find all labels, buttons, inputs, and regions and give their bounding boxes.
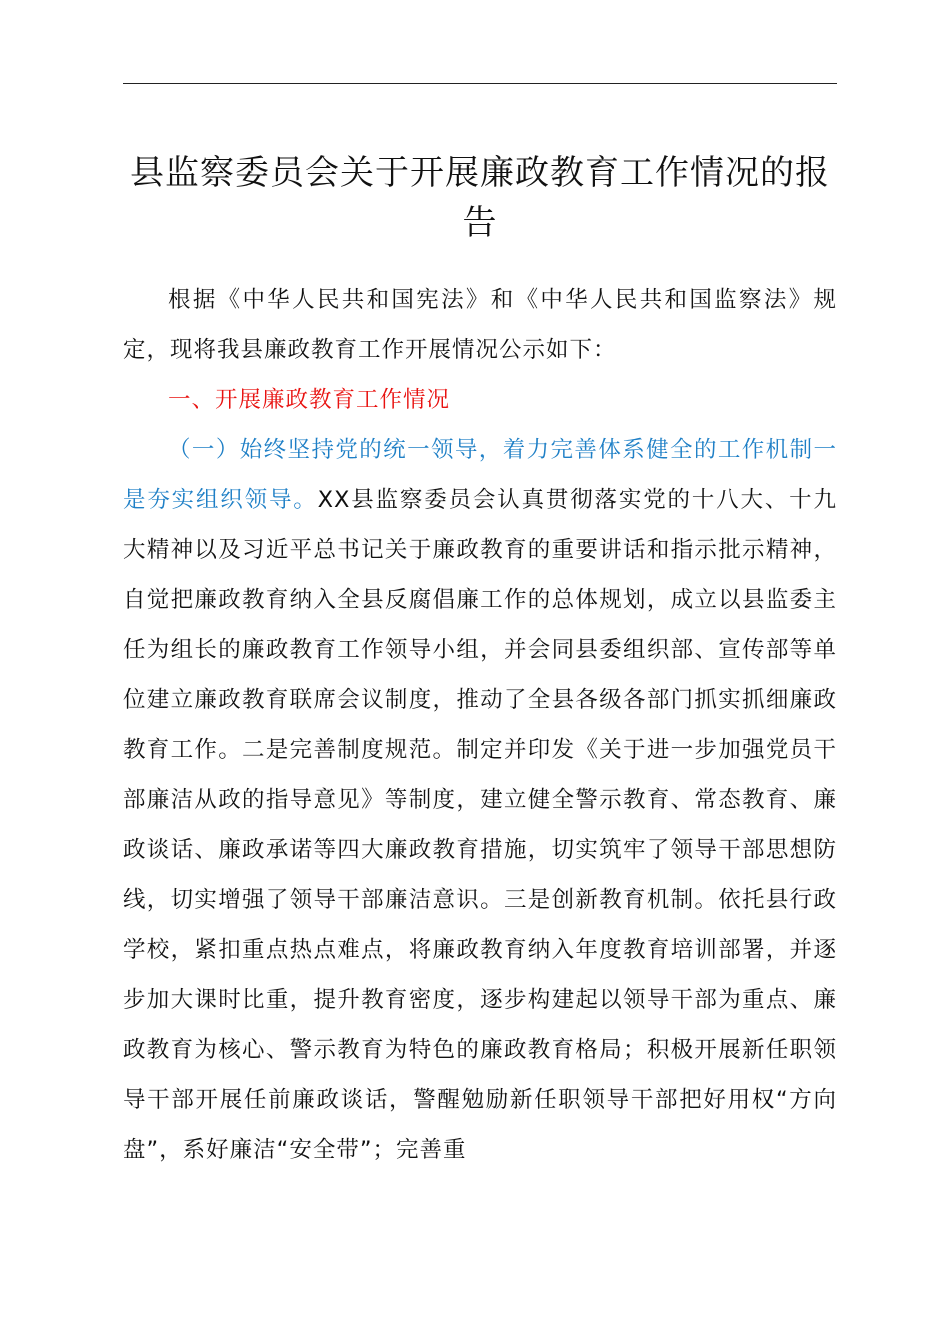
section-heading: 一、开展廉政教育工作情况 [168, 387, 451, 413]
header-rule [123, 83, 837, 84]
body-text: XX县监察委员会认真贯彻落实党的十八大、十九大精神以及习近平总书记关于廉政教育的重要讲话和指示批示精神，自觉把廉政教育纳入全县反腐倡廉工作的总体规划，成立以县监委主任为组长的廉政教育工作领导小组，并会同县委组织部、宣传部等单位建立廉政教育联席会议制度，推动了全县各级各部门抓实抓细廉政教育工作。二是完善制度规范。制定并印发《关于进一步加强党员干部廉洁从政的指导意见》等制度，建立健全警示教育、常态教育、廉政谈话、廉政承诺等四大廉政教育措施，切实筑牢了领导干部思想防线，切实增强了领导干部廉洁意识。三是创新教育机制。依托县行政学校，紧扣重点热点难点，将廉政教育纳入年度教育培训部署，并逐步加大课时比重，提升教育密度，逐步构建起以领导干部为重点、廉政教育为核心、警示教育为特色的廉政教育格局；积极开展新任职领导干部开展任前廉政谈话，警醒勉励新任职领导干部把好用权“方向盘”，系好廉洁“安全带”；完善重 [123, 487, 837, 1163]
intro-paragraph: 根据《中华人民共和国宪法》和《中华人民共和国监察法》规定，现将我县廉政教育工作开展情况公示如下： [123, 287, 837, 363]
document-title: 县监察委员会关于开展廉政教育工作情况的报告 [130, 153, 830, 243]
subsection-heading: （一）始终坚持党的统一领导，着力完善体系健全的工作机制一是夯实组织领导。 [123, 437, 837, 513]
main-paragraph [123, 425, 837, 1175]
